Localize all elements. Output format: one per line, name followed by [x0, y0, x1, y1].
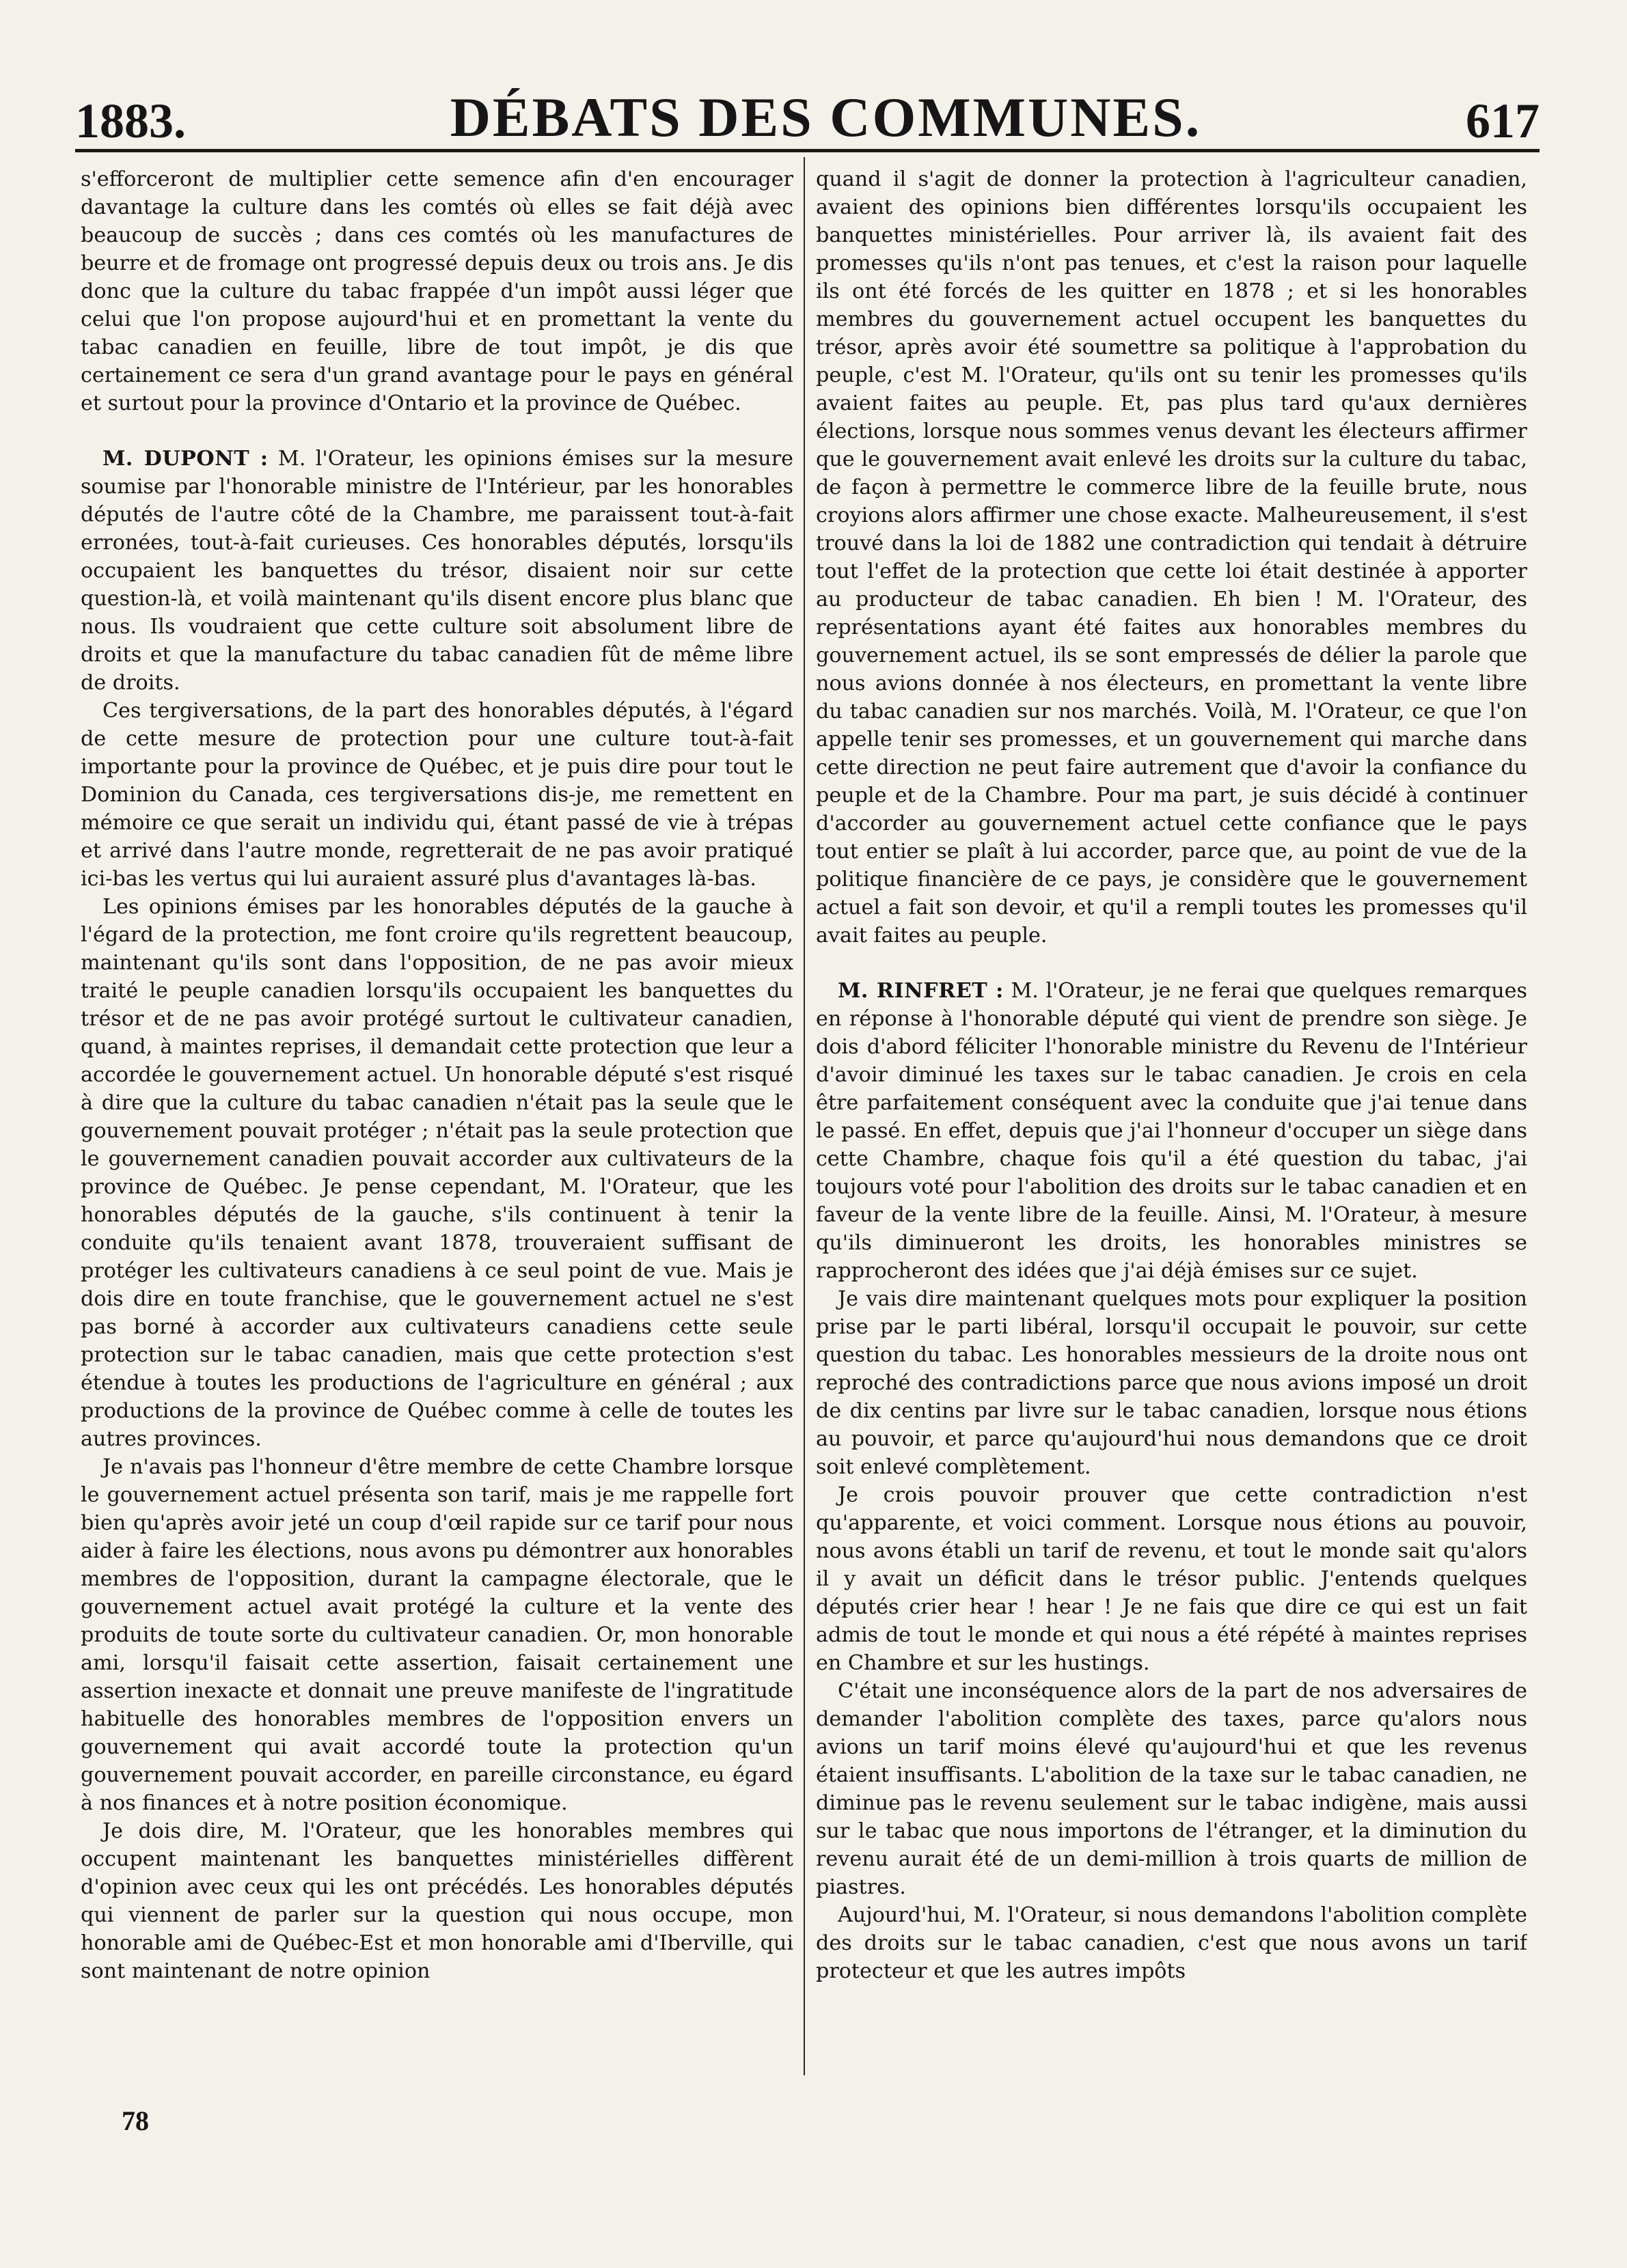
paragraph: Ces tergiversations, de la part des honorables députés, à l'égard de cette mesure de protection pour une culture tout-à-fait importante pour la province de Québec, et je puis dire pour tout le Dominion du Canada, ces tergiversations dis-je, me remettent en mémoire ce que serait un individu qui, étant passé de vie à trépas et arrivé dans l'autre monde, regretterait de ne pas avoir pratiqué ici-bas les vertus qui lui auraient assuré plus d'avantages là-bas.	[81, 699, 793, 891]
paragraph: quand il s'agit de donner la protection à l'agriculteur canadien, avaient des opinions bien différentes lorsqu'ils occupaient les banquettes ministérielles. Pour arriver là, ils avaient fait des promesses qu'ils n'ont pas tenues, et c'est la raison pour laquelle ils ont été forcés de les quitter en 1878 ; et si les honorables membres du gouvernement actuel occupent les banquettes du trésor, après avoir été soumettre sa politique à l'approbation du peuple, c'est M. l'Orateur, qu'ils ont su tenir les promesses qu'ils avaient faites au peuple. Et, pas plus tard qu'aux dernières élections, lorsque nous sommes venus devant les électeurs affirmer que le gouvernement avait enlevé les droits sur la culture du tabac, de façon à permettre le commerce libre de la feuille brute, nous croyions alors affirmer une chose exacte. Malheureusement, il s'est trouvé dans la loi de 1882 une contradiction qui tendait à détruire tout l'effet de la protection que cette loi était destinée à apporter au producteur de tabac canadien. Eh bien ! M. l'Orateur, des représentations ayant été faites aux honorables membres du gouvernement actuel, ils se sont empressés de délier la parole que nous avions donnée à nos électeurs, en promettant la vente libre du tabac canadien sur nos marchés. Voilà, M. l'Orateur, ce que l'on appelle tenir ses promesses, et un gouvernement qui marche dans cette direction ne peut faire autrement que d'avoir la confiance du peuple et de la Chambre. Pour ma part, je suis décidé à continuer d'accorder au gouvernement actuel cette confiance que le pays tout entier se plaît à lui accorder, parce que, au point de vue de la politique financière de ce pays, je considère que le gouvernement actuel a fait son devoir, et qu'il a rempli toutes les promesses qu'il avait faites au peuple.	[816, 167, 1527, 948]
paragraph: Je n'avais pas l'honneur d'être membre de cette Chambre lorsque le gouvernement actuel présenta son tarif, mais je me rappelle fort bien qu'après avoir jeté un coup d'œil rapide sur ce tarif pour nous aider à faire les élections, nous avons pu démontrer aux honorables membres de l'opposition, durant la campagne électorale, que le gouvernement actuel avait protégé la culture et la vente des produits de toute sorte du cultivateur canadien. Or, mon honorable ami, lorsqu'il faisait cette assertion, faisait certainement une assertion inexacte et donnait une preuve manifeste de l'ingratitude habituelle des honorables membres de l'opposition envers un gouvernement qui avait accordé toute la protection qu'un gouvernement pouvait accorder, en pareille circonstance, eu égard à nos finances et à notre position économique.	[81, 1455, 793, 1815]
paragraph: C'était une inconséquence alors de la part de nos adversaires de demander l'abolition complète des taxes, parce qu'alors nous avions un tarif moins élevé qu'aujourd'hui et que les revenus étaient insuffisants. L'abolition de la taxe sur le tabac canadien, ne diminue pas le revenu seulement sur le tabac indigène, mais aussi sur le tabac que nous importons de l'étranger, et la diminution du revenu aurait été de un demi-million à trois quarts de million de piastres.	[816, 1679, 1527, 1899]
paragraph: Aujourd'hui, M. l'Orateur, si nous demandons l'abolition complète des droits sur le tabac canadien, c'est que nous avons un tarif protecteur et que les autres impôts	[816, 1903, 1527, 1983]
header-rule	[75, 149, 1540, 152]
speaker-name: M. DUPONT :	[102, 447, 269, 471]
paragraph: s'efforceront de multiplier cette semence afin d'en encourager davantage la culture dans les comtés où elles se fait déjà avec beaucoup de succès ; dans ces comtés où les manufactures de beurre et de fromage ont progressé depuis deux ou trois ans. Je dis donc que la culture du tabac frappée d'un impôt aussi léger que celui que l'on propose aujourd'hui et en promettant la vente du tabac canadien en feuille, libre de tout impôt, je dis que certainement ce sera d'un grand avantage pour le pays en général et surtout pour la province d'Ontario et la province de Québec.	[81, 167, 793, 415]
signature-mark: 78	[122, 2105, 149, 2136]
paragraph: Je vais dire maintenant quelques mots pour expliquer la position prise par le parti libéral, lorsqu'il occupait le pouvoir, sur cette question du tabac. Les honorables messieurs de la droite nous ont reproché des contradictions parce que nous avions imposé un droit de dix centins par livre sur le tabac canadien, lorsque nous étions au pouvoir, et parce qu'aujourd'hui nous demandons que ce droit soit enlevé complètement.	[816, 1287, 1527, 1479]
header-title: DÉBATS DES COMMUNES.	[450, 86, 1202, 148]
header-year: 1883.	[75, 94, 186, 148]
paragraph: Les opinions émises par les honorables députés de la gauche à l'égard de la protection, me font croire qu'ils regrettent beaucoup, maintenant qu'ils sont dans l'opposition, de ne pas avoir mieux traité le peuple canadien lorsqu'ils occupaient les banquettes du trésor et de ne pas avoir protégé surtout le cultivateur canadien, quand, à maintes reprises, il demandait cette protection que leur a accordée le gouvernement actuel. Un honorable député s'est risqué à dire que la culture du tabac canadien n'était pas la seule que le gouvernement pouvait protéger ; n'était pas la seule protection que le gouvernement canadien pouvait accorder aux cultivateurs de la province de Québec. Je pense cependant, M. l'Orateur, que les honorables députés de la gauche, s'ils continuent à tenir la conduite qu'ils tenaient avant 1878, trouveraient suffisant de protéger les cultivateurs canadiens à ce seul point de vue. Mais je dois dire en toute franchise, que le gouvernement actuel ne s'est pas borné à accorder aux cultivateurs canadiens cette seule protection sur le tabac canadien, mais que cette protection s'est étendue à toutes les productions de l'agriculture en général ; aux productions de la province de Québec comme à celle de toutes les autres provinces.	[81, 895, 793, 1451]
left-column	[81, 165, 793, 2070]
paragraph: M. RINFRET : M. l'Orateur, je ne ferai que quelques remarques en réponse à l'honorable député qui vient de prendre son siège. Je dois d'abord féliciter l'honorable ministre du Revenu de l'Intérieur d'avoir diminué les taxes sur le tabac canadien. Je crois en cela être parfaitement conséquent avec la conduite que j'ai tenue dans le passé. En effet, depuis que j'ai l'honneur d'occuper un siège dans cette Chambre, chaque fois qu'il a été question du tabac, j'ai toujours voté pour l'abolition des droits sur le tabac canadien et en faveur de la vente libre de la feuille. Ainsi, M. l'Orateur, à mesure qu'ils diminueront les droits, les honorables ministres se rapprocheront des idées que j'ai déjà émises sur ce sujet.	[816, 979, 1527, 1283]
column-divider	[804, 157, 805, 2075]
paragraph: M. DUPONT : M. l'Orateur, les opinions émises sur la mesure soumise par l'honorable ministre de l'Intérieur, par les honorables députés de l'autre côté de la Chambre, me paraissent tout-à-fait erronées, tout-à-fait curieuses. Ces honorables députés, lorsqu'ils occupaient les banquettes du trésor, disaient noir sur cette question-là, et voilà maintenant qu'ils disent encore plus blanc que nous. Ils voudraient que cette culture soit absolument libre de droits et que la manufacture du tabac canadien fût de même libre de droits.	[81, 447, 793, 695]
speaker-name: M. RINFRET :	[838, 979, 1004, 1003]
paragraph: Je dois dire, M. l'Orateur, que les honorables membres qui occupent maintenant les banquettes ministérielles diffèrent d'opinion avec ceux qui les ont précédés. Les honorables députés qui viennent de parler sur la question qui nous occupe, mon honorable ami de Québec-Est et mon honorable ami d'Iberville, qui sont maintenant de notre opinion	[81, 1819, 793, 1983]
page-header	[75, 81, 1540, 146]
paragraph: Je crois pouvoir prouver que cette contradiction n'est qu'apparente, et voici comment. Lorsque nous étions au pouvoir, nous avons établi un tarif de revenu, et tout le monde sait qu'alors il y avait un déficit dans le trésor public. J'entends quelques députés crier hear ! hear ! Je ne fais que dire ce qui est un fait admis de tout le monde et qui nous a été répété à maintes reprises en Chambre et sur les hustings.	[816, 1483, 1527, 1675]
right-column	[816, 165, 1527, 2070]
page-number: 617	[1465, 94, 1540, 148]
